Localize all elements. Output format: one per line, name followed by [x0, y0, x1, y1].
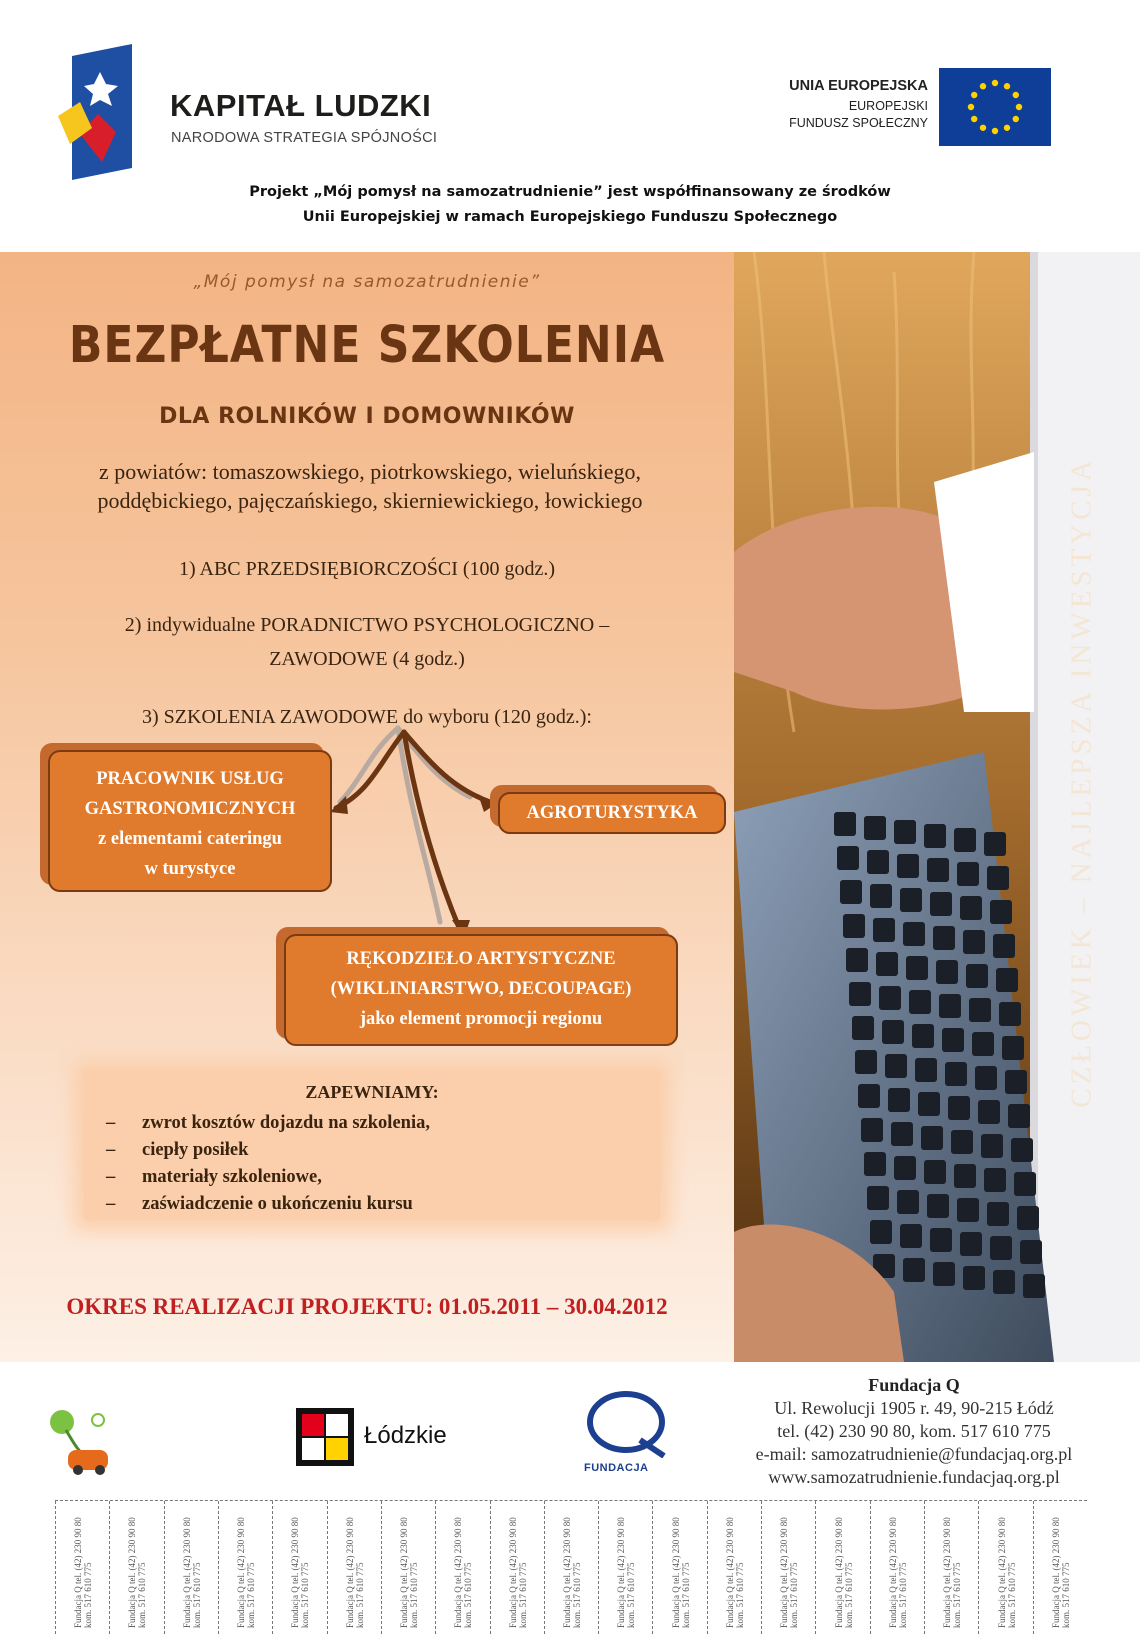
tear-off-tab-text: Fundacja Q tel. (42) 230 90 80 kom. 517 610 775 — [561, 1516, 582, 1628]
laptop-key — [891, 1122, 913, 1146]
eu-star-icon — [971, 92, 977, 98]
laptop-key — [1017, 1206, 1039, 1230]
tear-off-tab[interactable] — [218, 1501, 273, 1634]
option-box-gastronomy-line3: z elementami cateringu — [98, 829, 282, 849]
eu-star-icon — [1004, 125, 1010, 131]
project-quote: „Mój pomysł na samozatrudnienie” — [193, 272, 541, 292]
tear-off-tab-text: Fundacja Q tel. (42) 230 90 80 kom. 517 610 775 — [942, 1516, 963, 1628]
tear-off-tab-text: Fundacja Q tel. (42) 230 90 80 kom. 517 610 775 — [724, 1516, 745, 1628]
laptop-key — [894, 1156, 916, 1180]
laptop-key — [996, 968, 1018, 992]
tear-off-tab[interactable] — [978, 1501, 1033, 1634]
tear-off-tab-text: Fundacja Q tel. (42) 230 90 80 kom. 517 610 775 — [290, 1516, 311, 1628]
laptop-key — [1008, 1104, 1030, 1128]
organization-contact — [716, 1374, 1112, 1489]
laptop-key — [870, 884, 892, 908]
benefits-title: ZAPEWNIAMY: — [305, 1082, 439, 1102]
tear-off-tabs — [55, 1500, 1087, 1634]
tear-off-tab-text: Fundacja Q tel. (42) 230 90 80 kom. 517 610 775 — [670, 1516, 691, 1628]
laptop-key — [900, 888, 922, 912]
tear-off-tab-text: Fundacja Q tel. (42) 230 90 80 kom. 517 610 775 — [833, 1516, 854, 1628]
cofinancing-line1: Projekt „Mój pomysł na samozatrudnienie” jest współfinansowany ze środków — [249, 184, 891, 200]
sub-headline: DLA ROLNIKÓW I DOMOWNIKÓW — [159, 404, 575, 429]
kapital-ludzki-logo — [58, 44, 138, 180]
eu-star-icon — [1013, 116, 1019, 122]
vertical-slogan — [1062, 422, 1102, 1142]
tear-off-tab-text: Fundacja Q tel. (42) 230 90 80 kom. 517 610 775 — [181, 1516, 202, 1628]
tear-off-tab-text: Fundacja Q tel. (42) 230 90 80 kom. 517 610 775 — [344, 1516, 365, 1628]
project-period — [0, 1294, 734, 1320]
laptop-key — [906, 956, 928, 980]
vertical-slogan-text: CZŁOWIEK – NAJLEPSZA INWESTYCJA — [1065, 456, 1098, 1108]
tear-off-tab-text: Fundacja Q tel. (42) 230 90 80 kom. 517 610 775 — [73, 1516, 94, 1628]
eu-star-icon — [992, 80, 998, 86]
organization-phone: tel. (42) 230 90 80, kom. 517 610 775 — [777, 1421, 1051, 1441]
benefit-item: – zaświadczenie o ukończeniu kursu — [106, 1194, 413, 1214]
laptop-key — [927, 1194, 949, 1218]
eu-star-icon — [980, 83, 986, 89]
laptop-key — [960, 896, 982, 920]
benefit-text: zwrot kosztów dojazdu na szkolenia, — [142, 1113, 430, 1133]
laptop-key — [834, 812, 856, 836]
training-item-2-line2: ZAWODOWE (4 godz.) — [269, 648, 465, 670]
laptop-key — [933, 926, 955, 950]
option-box-gastronomy-line4: w turystyce — [144, 859, 236, 879]
tear-off-tab-text: Fundacja Q tel. (42) 230 90 80 kom. 517 610 775 — [996, 1516, 1017, 1628]
tear-off-tab[interactable] — [707, 1501, 762, 1634]
partner-logo-icon — [40, 1400, 120, 1476]
laptop-key — [1014, 1172, 1036, 1196]
eu-star-icon — [968, 104, 974, 110]
laptop-key — [924, 824, 946, 848]
laptop-key — [1023, 1274, 1045, 1298]
laptop-key — [957, 1198, 979, 1222]
laptop-key — [990, 1236, 1012, 1260]
laptop-key — [963, 1266, 985, 1290]
laptop-key — [969, 998, 991, 1022]
laptop-key — [903, 1258, 925, 1282]
laptop-key — [864, 1152, 886, 1176]
tear-off-tab-text: Fundacja Q tel. (42) 230 90 80 kom. 517 610 775 — [616, 1516, 637, 1628]
organization-name: Fundacja Q — [868, 1375, 960, 1395]
eu-label-line3: FUNDUSZ SPOŁECZNY — [789, 116, 928, 130]
benefits-list — [106, 1110, 430, 1218]
laptop-key — [864, 816, 886, 840]
option-box-gastronomy — [48, 750, 332, 892]
laptop-key — [945, 1062, 967, 1086]
option-box-gastronomy-line1: PRACOWNIK USŁUG — [96, 769, 284, 789]
organization-www: www.samozatrudnienie.fundacjaq.org.pl — [768, 1467, 1060, 1487]
laptop-key — [915, 1058, 937, 1082]
eu-star-icon — [971, 116, 977, 122]
tear-off-tab-text: Fundacja Q tel. (42) 230 90 80 kom. 517 610 775 — [507, 1516, 528, 1628]
tear-off-tab[interactable] — [55, 1501, 110, 1634]
tear-off-tab[interactable] — [870, 1501, 925, 1634]
organization-address: Ul. Rewolucji 1905 r. 49, 90-215 Łódź — [774, 1398, 1054, 1418]
laptop-key — [849, 982, 871, 1006]
benefit-text: zaświadczenie o ukończeniu kursu — [142, 1194, 413, 1214]
option-box-handicraft — [284, 934, 678, 1046]
laptop-key — [948, 1096, 970, 1120]
tear-off-tab-text: Fundacja Q tel. (42) 230 90 80 kom. 517 610 775 — [779, 1516, 800, 1628]
laptop-key — [840, 880, 862, 904]
eu-label — [789, 78, 928, 132]
benefit-item: – materiały szkoleniowe, — [106, 1167, 322, 1187]
benefit-text: materiały szkoleniowe, — [142, 1167, 322, 1187]
laptop-key — [987, 1202, 1009, 1226]
tear-off-tab[interactable] — [109, 1501, 164, 1634]
laptop-key — [975, 1066, 997, 1090]
tear-off-tab[interactable] — [490, 1501, 545, 1634]
eu-star-icon — [1013, 92, 1019, 98]
kapital-ludzki-subtitle: NARODOWA STRATEGIA SPÓJNOŚCI — [171, 130, 438, 146]
laptop-key — [936, 960, 958, 984]
cofinancing-note — [0, 180, 1140, 230]
laptop-key — [882, 1020, 904, 1044]
lodzkie-label: Łódzkie — [364, 1422, 447, 1449]
eu-star-icon — [992, 128, 998, 134]
tear-off-tab-text: Fundacja Q tel. (42) 230 90 80 kom. 517 610 775 — [887, 1516, 908, 1628]
tear-off-tab[interactable] — [761, 1501, 816, 1634]
laptop-key — [939, 994, 961, 1018]
tear-off-tab[interactable] — [815, 1501, 870, 1634]
laptop-key — [843, 914, 865, 938]
laptop-key — [846, 948, 868, 972]
tear-off-tab[interactable] — [924, 1501, 979, 1634]
option-box-handicraft-line3: jako element promocji regionu — [359, 1009, 603, 1029]
laptop-key — [1011, 1138, 1033, 1162]
laptop-key — [867, 850, 889, 874]
laptop-key — [897, 1190, 919, 1214]
tear-off-tab[interactable] — [598, 1501, 653, 1634]
fundacja-q-logo-icon — [580, 1388, 674, 1458]
laptop-key — [981, 1134, 1003, 1158]
training-item-1: 1) ABC PRZEDSIĘBIORCZOŚCI (100 godz.) — [178, 558, 556, 580]
laptop-key — [876, 952, 898, 976]
benefit-text: ciepły posiłek — [142, 1140, 249, 1160]
laptop-key — [921, 1126, 943, 1150]
benefit-item: – ciepły posiłek — [106, 1140, 249, 1160]
tear-off-tab[interactable] — [381, 1501, 436, 1634]
laptop-key — [951, 1130, 973, 1154]
laptop-key — [867, 1186, 889, 1210]
laptop-key — [993, 1270, 1015, 1294]
laptop-key — [984, 1168, 1006, 1192]
laptop-key — [960, 1232, 982, 1256]
project-period-dates: 01.05.2011 – 30.04.2012 — [438, 1294, 668, 1319]
laptop-key — [909, 990, 931, 1014]
tear-off-tab[interactable] — [1033, 1501, 1088, 1634]
laptop-key — [930, 892, 952, 916]
laptop-key — [963, 930, 985, 954]
eu-star-icon — [980, 125, 986, 131]
laptop-key — [870, 1220, 892, 1244]
laptop-key — [990, 900, 1012, 924]
laptop-key — [873, 918, 895, 942]
tear-off-tab-text: Fundacja Q tel. (42) 230 90 80 kom. 517 610 775 — [399, 1516, 420, 1628]
tear-off-tab-text: Fundacja Q tel. (42) 230 90 80 kom. 517 610 775 — [1050, 1516, 1071, 1628]
laptop-key — [924, 1160, 946, 1184]
tear-off-tab[interactable] — [435, 1501, 490, 1634]
tear-off-tab-text: Fundacja Q tel. (42) 230 90 80 kom. 517 610 775 — [236, 1516, 257, 1628]
laptop-key — [927, 858, 949, 882]
eu-label-line2: EUROPEJSKI — [848, 99, 928, 113]
laptop-key — [837, 846, 859, 870]
counties-line2: poddębickiego, pajęczańskiego, skierniewickiego, łowickiego — [97, 488, 643, 513]
laptop-key — [999, 1002, 1021, 1026]
laptop-key — [957, 862, 979, 886]
organization-email: e-mail: samozatrudnienie@fundacjaq.org.pl — [755, 1444, 1073, 1464]
tear-off-tab[interactable] — [164, 1501, 219, 1634]
benefits-panel — [84, 1070, 660, 1220]
counties-line1: z powiatów: tomaszowskiego, piotrkowskiego, wieluńskiego, — [99, 459, 641, 484]
laptop-key — [900, 1224, 922, 1248]
laptop-key — [978, 1100, 1000, 1124]
laptop-key — [972, 1032, 994, 1056]
laptop-key — [888, 1088, 910, 1112]
laptop-key — [942, 1028, 964, 1052]
laptop-key — [918, 1092, 940, 1116]
eu-star-icon — [1004, 83, 1010, 89]
laptop-key — [954, 1164, 976, 1188]
laptop-key — [912, 1024, 934, 1048]
option-box-handicraft-line2: (WIKLINIARSTWO, DECOUPAGE) — [330, 979, 632, 999]
laptop-key — [984, 832, 1006, 856]
footer — [0, 1362, 1140, 1492]
tear-off-tab[interactable] — [272, 1501, 327, 1634]
laptop-key — [993, 934, 1015, 958]
laptop-key — [1005, 1070, 1027, 1094]
laptop-key — [1002, 1036, 1024, 1060]
tear-off-tab[interactable] — [544, 1501, 599, 1634]
laptop-key — [879, 986, 901, 1010]
main-headline: BEZPŁATNE SZKOLENIA — [68, 316, 666, 375]
cofinancing-line2: Unii Europejskiej w ramach Europejskiego Funduszu Społecznego — [302, 209, 838, 225]
lodzkie-logo-icon — [296, 1408, 354, 1466]
tear-off-tab-text: Fundacja Q tel. (42) 230 90 80 kom. 517 610 775 — [453, 1516, 474, 1628]
laptop-key — [897, 854, 919, 878]
laptop-key — [852, 1016, 874, 1040]
option-box-handicraft-line1: RĘKODZIEŁO ARTYSTYCZNE — [346, 949, 616, 969]
training-item-2-line1: 2) indywidualne PORADNICTWO PSYCHOLOGICZNO – — [124, 614, 610, 636]
tear-off-tab[interactable] — [652, 1501, 707, 1634]
option-box-agrotourism: AGROTURYSTYKA — [498, 792, 726, 834]
laptop-key — [933, 1262, 955, 1286]
option-box-gastronomy-line2: GASTRONOMICZNYCH — [84, 799, 296, 819]
laptop-key — [903, 922, 925, 946]
tear-off-tab[interactable] — [327, 1501, 382, 1634]
laptop-key — [987, 866, 1009, 890]
eu-flag-icon — [939, 68, 1051, 146]
laptop-key — [861, 1118, 883, 1142]
laptop-key — [966, 964, 988, 988]
kapital-ludzki-title: KAPITAŁ LUDZKI — [170, 88, 432, 123]
eu-label-line1: UNIA EUROPEJSKA — [789, 78, 928, 94]
training-item-3: 3) SZKOLENIA ZAWODOWE do wyboru (120 godz.): — [142, 706, 592, 728]
tear-off-tab-text: Fundacja Q tel. (42) 230 90 80 kom. 517 610 775 — [127, 1516, 148, 1628]
fundacja-logo-label: FUNDACJA — [584, 1462, 649, 1474]
laptop-key — [1020, 1240, 1042, 1264]
laptop-key — [894, 820, 916, 844]
laptop-key — [855, 1050, 877, 1074]
benefit-item: – zwrot kosztów dojazdu na szkolenia, — [106, 1113, 430, 1133]
laptop-key — [954, 828, 976, 852]
poster-panel — [0, 252, 1140, 1362]
laptop-key — [858, 1084, 880, 1108]
laptop-key — [930, 1228, 952, 1252]
laptop-key — [885, 1054, 907, 1078]
project-period-label: OKRES REALIZACJI PROJEKTU: — [66, 1294, 434, 1319]
eu-star-icon — [1016, 104, 1022, 110]
